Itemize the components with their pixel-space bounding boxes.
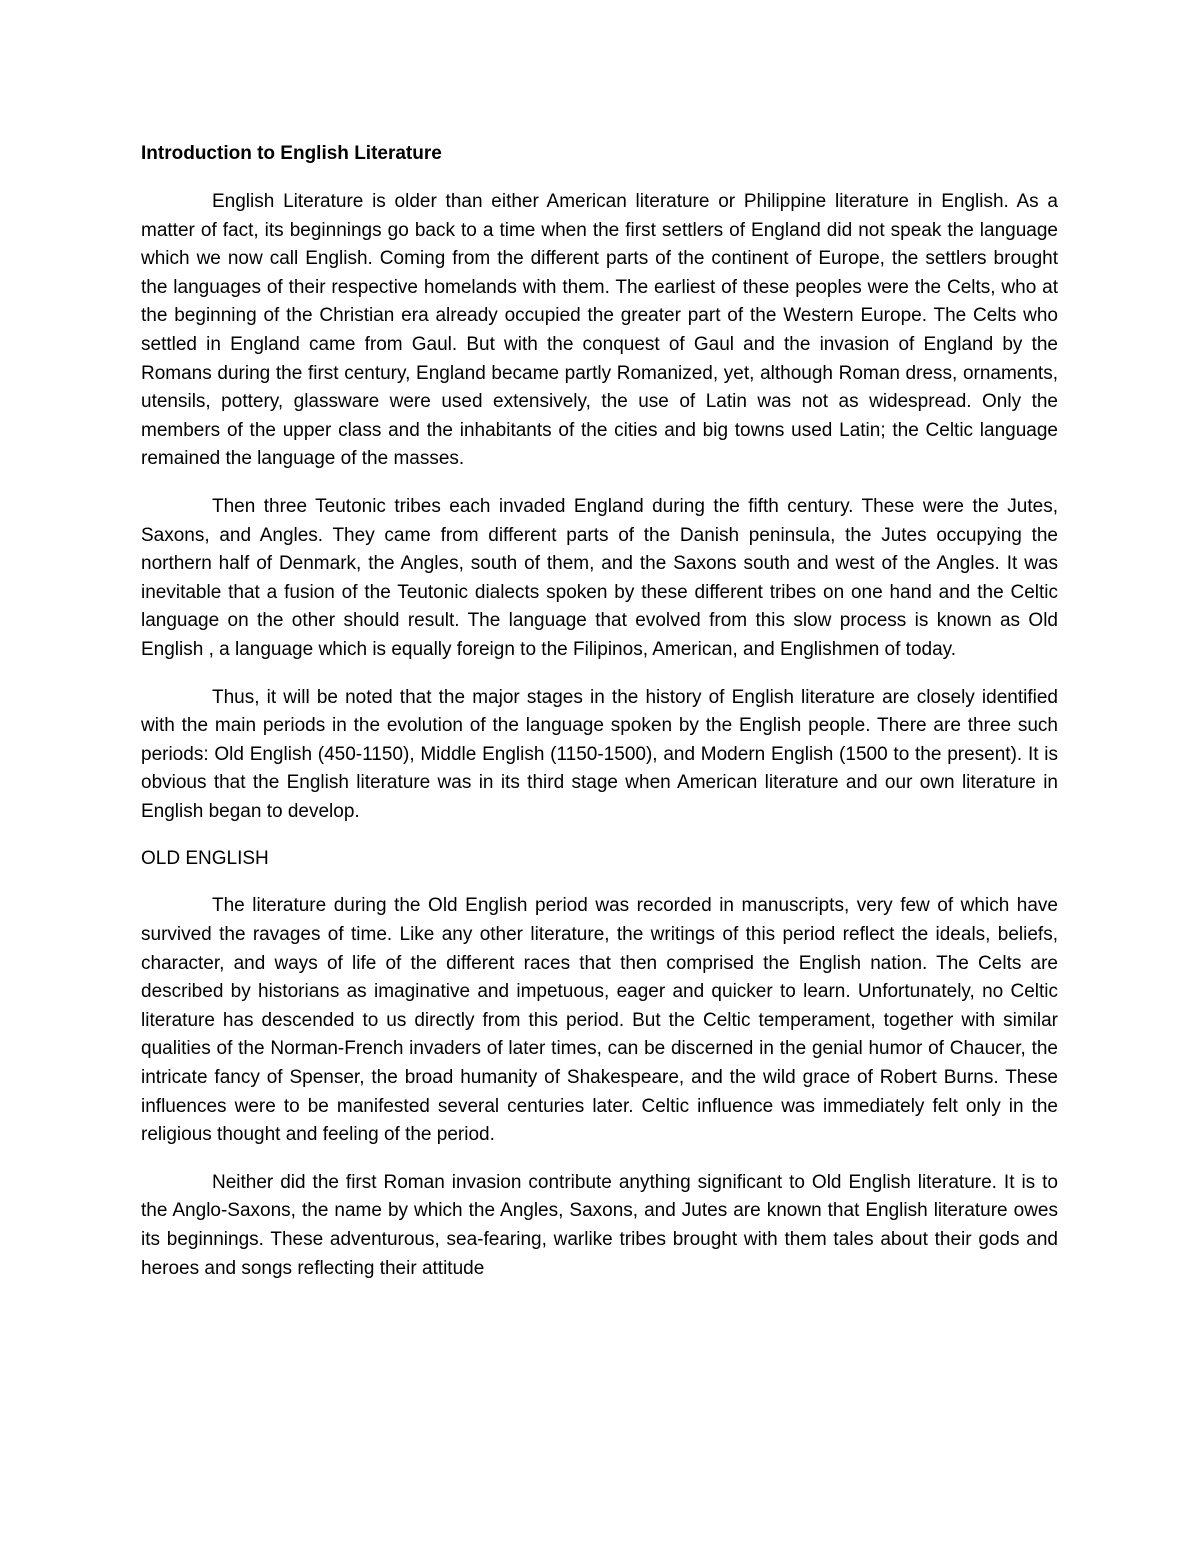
section-heading-old-english: OLD ENGLISH xyxy=(141,848,269,870)
paragraph-celts: English Literature is older than either American literature or Philippine literature in English. As a matter of fact, its beginnings go back to a time when the first settlers of England did not speak the language which we now call English. Coming from the different parts of the continent of Europe, the settlers brought the languages of their respective homelands with them. The earliest of these peoples were the Celts, who at the beginning of the Christian era already occupied the greater part of the Western Europe. The Celts who settled in England came from Gaul. But with the conquest of Gaul and the invasion of England by the Romans during the first century, England became partly Romanized, yet, although Roman dress, ornaments, utensils, pottery, glassware were used extensively, the use of Latin was not as widespread. Only the members of the upper class and the inhabitants of the cities and big towns used Latin; the Celtic language remained the language of the masses. xyxy=(141,191,1058,470)
paragraph-periods: Thus, it will be noted that the major stages in the history of English literature are closely identified with the main periods in the evolution of the language spoken by the English people. There are three such periods: Old English (450-1150), Middle English (1150-1500), and Modern English (1500 to the present). It is obvious that the English literature was in its third stage when American literature and our own literature in English began to develop. xyxy=(141,686,1058,822)
document-page xyxy=(141,140,1058,1302)
paragraph-teutonic-tribes: Then three Teutonic tribes each invaded England during the fifth century. These were the Jutes, Saxons, and Angles. They came from different parts of the Danish peninsula, the Jutes occupying the northern half of Denmark, the Angles, south of them, and the Saxons south and west of the Angles. It was inevitable that a fusion of the Teutonic dialects spoken by these different tribes on one hand and the Celtic language on the other should result. The language that evolved from this slow process is known as Old English , a language which is equally foreign to the Filipinos, American, and Englishmen of today. xyxy=(141,495,1058,660)
paragraph-old-english-manuscripts: The literature during the Old English period was recorded in manuscripts, very few of which have survived the ravages of time. Like any other literature, the writings of this period reflect the ideals, beliefs, character, and ways of life of the different races that then comprised the English nation. The Celts are described by historians as imaginative and impetuous, eager and quicker to learn. Unfortunately, no Celtic literature has descended to us directly from this period. But the Celtic temperament, together with similar qualities of the Norman-French invaders of later times, can be discerned in the genial humor of Chaucer, the intricate fancy of Spenser, the broad humanity of Shakespeare, and the wild grace of Robert Burns. These influences were to be manifested several centuries later. Celtic influence was immediately felt only in the religious thought and feeling of the period. xyxy=(141,895,1058,1146)
paragraph-roman-invasion: Neither did the first Roman invasion contribute anything significant to Old English literature. It is to the Anglo-Saxons, the name by which the Angles, Saxons, and Jutes are known that English literature owes its beginnings. These adventurous, sea-fearing, warlike tribes brought with them tales about their gods and heroes and songs reflecting their attitude xyxy=(141,1171,1058,1279)
document-title: Introduction to English Literature xyxy=(141,143,442,164)
